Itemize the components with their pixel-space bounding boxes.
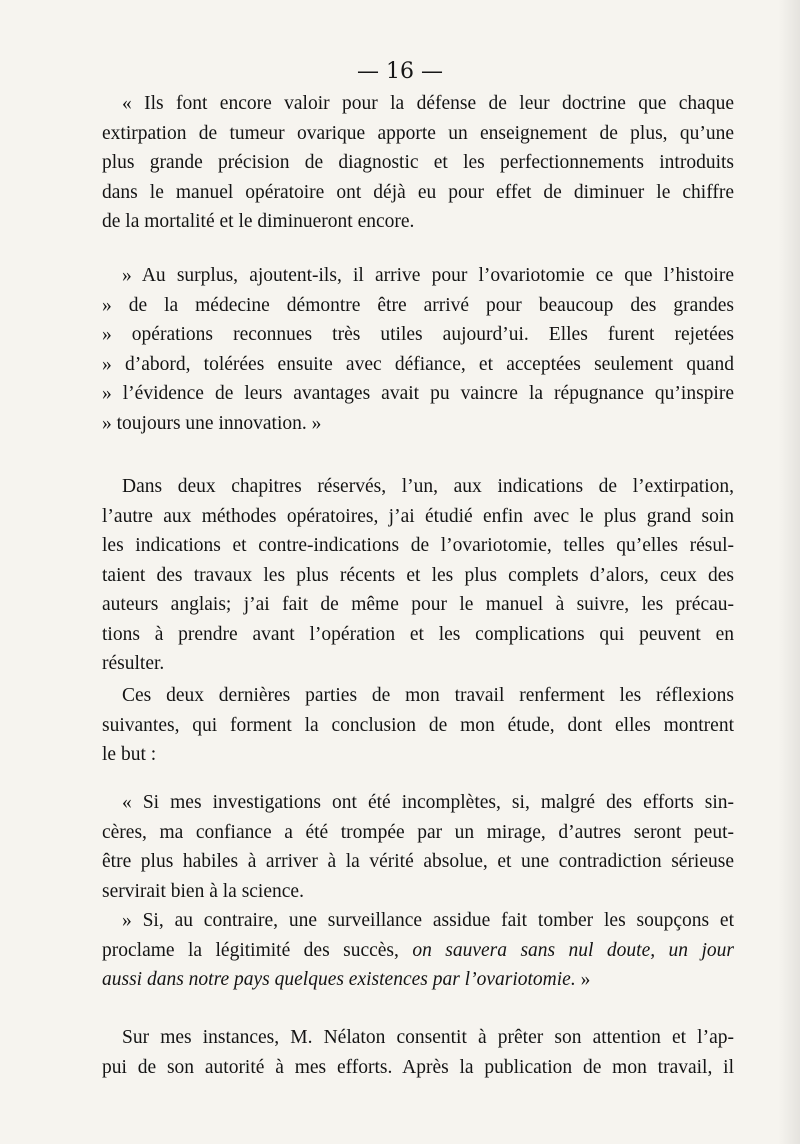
paragraph-6: [102, 906, 734, 995]
text-line: tions à prendre avant l’opération et les complications qui peuvent en: [102, 623, 734, 645]
paragraph-2: [102, 261, 734, 438]
italic-text: on sauvera sans nul doute, un jour: [412, 939, 734, 961]
text-line: les indications et contre-indications de l’ovariotomie, telles qu’elles résul-: [102, 535, 734, 556]
text-line: extirpation de tumeur ovarique apporte un enseignement de plus, qu’une: [102, 122, 734, 144]
text-line: » opérations reconnues très utiles aujourd’ui. Elles furent rejetées: [102, 324, 734, 345]
paragraph-5: [102, 788, 734, 906]
closing-quote: »: [580, 969, 591, 990]
text-line: « Ils font encore valoir pour la défense de leur doctrine que chaque: [122, 93, 734, 114]
text-line-mixed: [102, 965, 734, 995]
text-line: plus grande précision de diagnostic et les perfectionnements introduits: [102, 152, 734, 173]
text-line: » Au surplus, ajoutent-ils, il arrive pour l’ovariotomie ce que l’histoire: [122, 265, 734, 286]
page-edge-shadow: [778, 0, 800, 1144]
page-number: — 16 —: [357, 59, 443, 84]
text-line: Sur mes instances, M. Nélaton consentit à prêter son attention et l’ap-: [122, 1027, 734, 1048]
text-line: » l’évidence de leurs avantages avait pu vaincre la répugnance qu’inspire: [102, 383, 734, 404]
text-line: taient des travaux les plus récents et les plus complets d’alors, ceux des: [102, 564, 734, 586]
text-line: « Si mes investigations ont été incomplètes, si, malgré des efforts sin-: [122, 792, 734, 813]
text-line: Ces deux dernières parties de mon travail renferment les réflexions: [122, 685, 734, 706]
paragraph-4: [102, 681, 734, 770]
text-line: l’autre aux méthodes opératoires, j’ai étudié enfin avec le plus grand soin: [102, 505, 734, 527]
text-line: Dans deux chapitres réservés, l’un, aux indications de l’extirpation,: [122, 476, 734, 497]
text-line-mixed: [102, 936, 734, 966]
text-line: être plus habiles à arriver à la vérité absolue, et une contradiction sérieuse: [102, 851, 734, 872]
text-line: » Si, au contraire, une surveillance assidue fait tomber les soupçons et: [122, 910, 734, 931]
text-line: servirait bien à la science.: [102, 880, 304, 902]
text-line: suivantes, qui forment la conclusion de mon étude, dont elles montrent: [102, 714, 734, 736]
plain-text: proclame la légitimité des succès,: [102, 939, 399, 961]
text-line: » de la médecine démontre être arrivé pour beaucoup des grandes: [102, 294, 734, 316]
text-line: auteurs anglais; j’ai fait de même pour le manuel à suivre, les précau-: [102, 594, 734, 615]
text-line: » d’abord, tolérées ensuite avec défiance, et acceptées seulement quand: [102, 353, 734, 375]
text-line: cères, ma confiance a été trompée par un mirage, d’autres seront peut-: [102, 821, 734, 843]
text-line: résulter.: [102, 653, 165, 674]
text-line: de la mortalité et le diminueront encore.: [102, 211, 415, 232]
italic-text: aussi dans notre pays quelques existences par l’ovariotomie.: [102, 969, 576, 990]
paragraph-1: [102, 89, 734, 237]
text-line: dans le manuel opératoire ont déjà eu pour effet de diminuer le chiffre: [102, 181, 734, 203]
text-line: pui de son autorité à mes efforts. Après la publication de mon travail, il: [102, 1056, 734, 1078]
text-line: le but :: [102, 744, 157, 765]
text-line: » toujours une innovation. »: [102, 412, 322, 434]
paragraph-3: [102, 472, 734, 679]
paragraph-7: [102, 1023, 734, 1082]
